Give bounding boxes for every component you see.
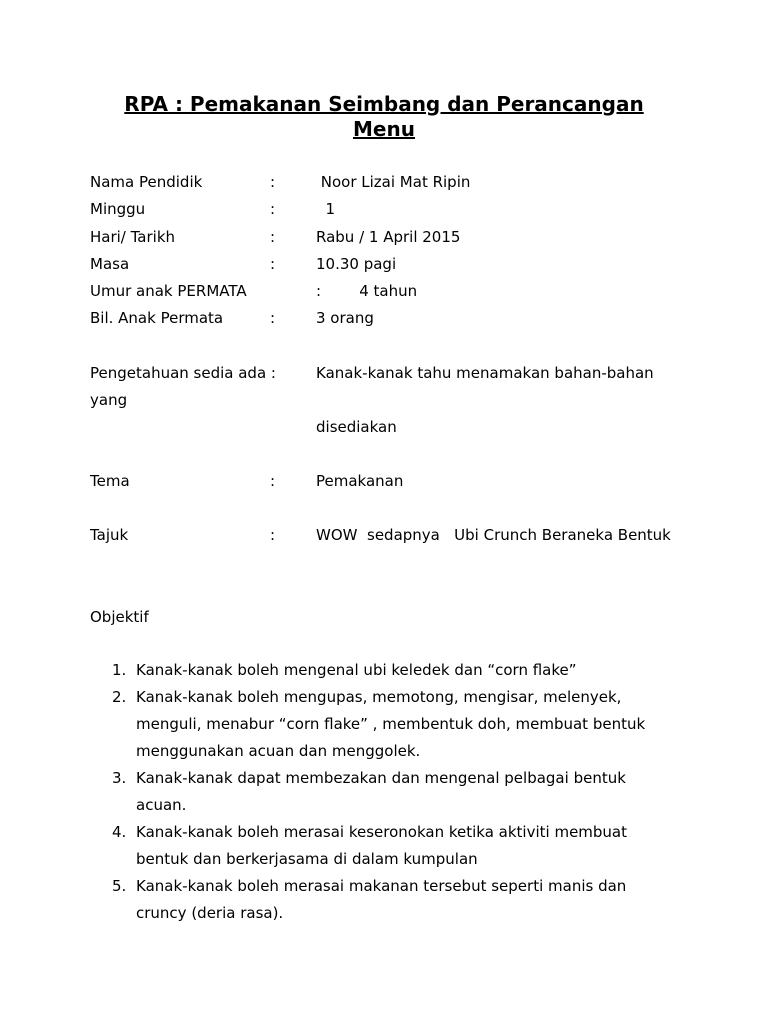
info-row-tajuk: [0, 522, 768, 549]
list-item-number: 5.: [112, 877, 127, 895]
tema-label: Tema: [90, 472, 130, 490]
tema-value: Pemakanan: [316, 472, 404, 490]
info-label: Nama Pendidik: [90, 173, 203, 191]
list-item-line: Kanak-kanak boleh mengenal ubi keledek dan “corn flake”: [136, 661, 577, 679]
list-item-line: bentuk dan berkerjasama di dalam kumpulan: [136, 850, 478, 868]
tema-colon: :: [270, 472, 276, 490]
objektif-list: [90, 657, 690, 927]
info-value: Rabu / 1 April 2015: [316, 228, 461, 246]
list-item-number: 3.: [112, 769, 127, 787]
info-value: : 4 tahun: [316, 282, 418, 300]
info-value: 10.30 pagi: [316, 255, 397, 273]
info-row-minggu: [0, 196, 768, 223]
info-row-masa: [0, 251, 768, 278]
list-item-number: 2.: [112, 688, 127, 706]
info-row-nama-pendidik: [0, 169, 768, 196]
info-value: 3 orang: [316, 309, 374, 327]
info-row-umur-anak: [0, 278, 768, 305]
pengetahuan-label: Pengetahuan sedia ada :: [90, 364, 276, 382]
list-item: [90, 657, 690, 684]
pengetahuan-label-cont: yang: [90, 391, 128, 409]
title-line-1: RPA : Pemakanan Seimbang dan Perancangan: [124, 92, 644, 116]
list-item-line: Kanak-kanak boleh mengupas, memotong, mengisar, melenyek,: [136, 688, 622, 706]
list-item-line: menggunakan acuan dan menggolek.: [136, 742, 421, 760]
info-value: Noor Lizai Mat Ripin: [316, 173, 471, 191]
list-item-number: 1.: [112, 661, 127, 679]
list-item: [90, 873, 690, 927]
info-colon: :: [270, 173, 276, 191]
list-item-line: cruncy (deria rasa).: [136, 904, 284, 922]
list-item-line: acuan.: [136, 796, 187, 814]
info-row-bil-anak: [0, 305, 768, 332]
list-item: [90, 684, 690, 765]
title-line-2: Menu: [353, 117, 415, 141]
info-row-hari-tarikh: [0, 224, 768, 251]
list-item-number: 4.: [112, 823, 127, 841]
objektif-heading: Objektif: [90, 608, 149, 626]
list-item: [90, 819, 690, 873]
list-item: [90, 765, 690, 819]
info-label: Minggu: [90, 200, 146, 218]
tajuk-label: Tajuk: [90, 526, 129, 544]
list-item-line: Kanak-kanak dapat membezakan dan mengenal pelbagai bentuk: [136, 769, 626, 787]
info-label: Masa: [90, 255, 130, 273]
info-row-tema: [0, 468, 768, 495]
info-value: 1: [316, 200, 336, 218]
document-title: [100, 92, 668, 142]
info-colon: :: [270, 309, 276, 327]
pengetahuan-value-line-2: disediakan: [316, 418, 397, 436]
info-label: Hari/ Tarikh: [90, 228, 176, 246]
info-label: Umur anak PERMATA: [90, 282, 247, 300]
list-item-line: menguli, menabur “corn flake” , membentuk doh, membuat bentuk: [136, 715, 646, 733]
info-colon: :: [270, 255, 276, 273]
tajuk-colon: :: [270, 526, 276, 544]
list-item-line: Kanak-kanak boleh merasai makanan tersebut seperti manis dan: [136, 877, 627, 895]
list-item-line: Kanak-kanak boleh merasai keseronokan ketika aktiviti membuat: [136, 823, 628, 841]
tajuk-value: WOW sedapnya Ubi Crunch Beraneka Bentuk: [316, 526, 671, 544]
info-label: Bil. Anak Permata: [90, 309, 224, 327]
pengetahuan-value-line-1: Kanak-kanak tahu menamakan bahan-bahan: [316, 364, 654, 382]
info-colon: :: [270, 200, 276, 218]
info-colon: :: [270, 228, 276, 246]
